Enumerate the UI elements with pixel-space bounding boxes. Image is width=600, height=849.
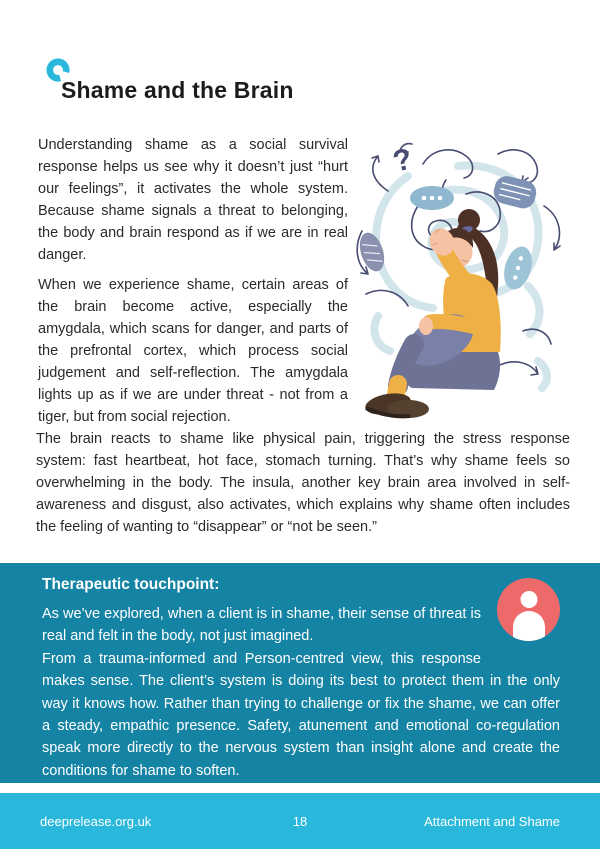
footer-section-title: Attachment and Shame (424, 813, 560, 829)
sock (396, 384, 398, 394)
touchpoint-body-2: From a trauma-informed and Person-centred view, this response makes sense. The client’s system is doing its best to protect them in the only way it knows how. Rather than trying to challenge or fix the shame, we can offer a steady, empathic presence. Safety, atunement and emotional co-regulation speak more directly to the nervous system than insight alone and create the conditions for shame to soften. (42, 650, 560, 779)
illustration-column (348, 134, 574, 428)
page-footer (0, 793, 600, 849)
touchpoint-heading: Therapeutic touchpoint: (42, 576, 220, 593)
seated-woman (364, 209, 501, 418)
content-row (38, 134, 574, 428)
question-mark-doodle: ? (389, 142, 416, 179)
page-header (0, 0, 600, 106)
speech-bubble-dots-left (410, 186, 454, 210)
page-title: Shame and the Brain (61, 77, 294, 103)
paragraph-2: When we experience shame, certain areas of the brain become active, especially the amygdala, which scans for danger, and parts of the prefrontal cortex, which process social judgement and self-reflection. The amygdala lights up as if we are under threat - not from a tiger, but from social rejection. (38, 277, 348, 425)
avatar-head (520, 591, 537, 608)
therapeutic-touchpoint-box (0, 563, 600, 783)
footer-website: deeprelease.org.uk (40, 813, 152, 829)
distressed-woman-illustration (348, 136, 574, 424)
person-avatar-icon (497, 578, 560, 641)
body-text-column (38, 134, 348, 428)
touchpoint-body-1: As we’ve explored, when a client is in shame, their sense of threat is real and felt in the body, not just imagined. (42, 606, 481, 645)
paragraph-3: The brain reacts to shame like physical pain, triggering the stress response system: fast heartbeat, hot face, stomach turning. That’s why shame feels so overwhelming in the body. The insula, another key brain area involved in self-awareness and disgust, also activates, which explains why shame often includes the feeling of wanting to “disappear” or “not be seen.” (36, 431, 570, 535)
footer-page-number: 18 (292, 813, 308, 829)
arm-around-knees (430, 321, 488, 330)
paragraph-1: Understanding shame as a social survival response helps us see why it doesn’t just “hurt our feelings”, it activates the whole system. Because shame signals a threat to belonging, the body and brain respond as if we are in real danger. (38, 137, 348, 263)
avatar-shoulders (513, 611, 545, 641)
